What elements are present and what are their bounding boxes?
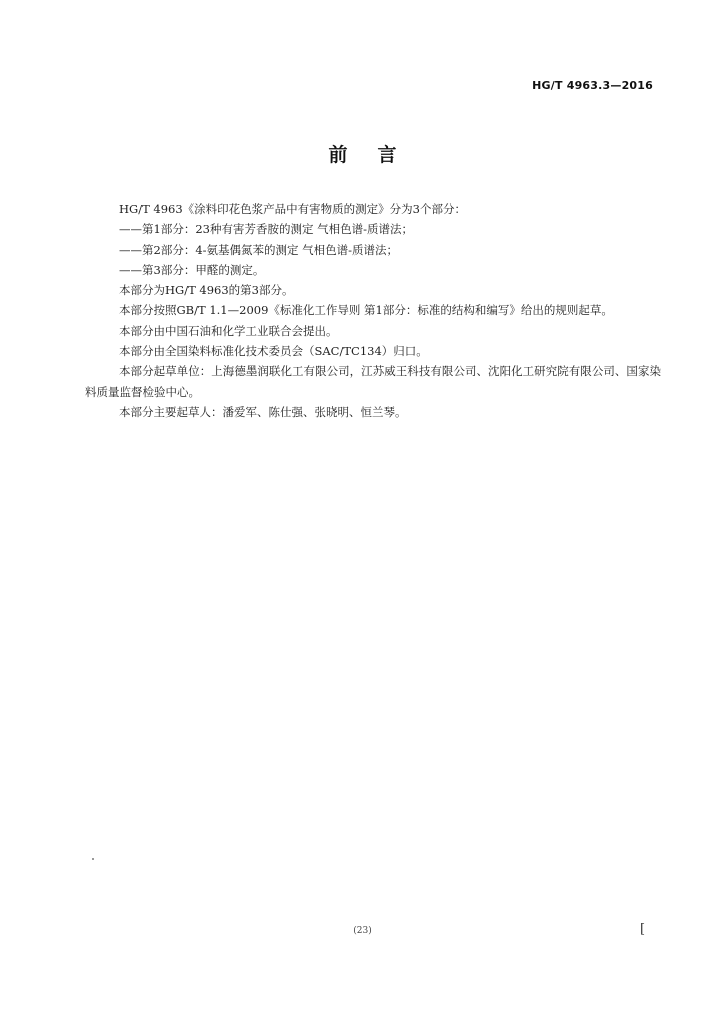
paragraph: 本部分按照GB/T 1.1—2009《标准化工作导则 第1部分：标准的结构和编写》给出的规则起草。 bbox=[119, 303, 613, 318]
list-item: ——第1部分：23种有害芳香胺的测定 气相色谱-质谱法； bbox=[119, 222, 413, 237]
page-number: (23) bbox=[353, 926, 372, 936]
title-char-1: 前 bbox=[328, 144, 348, 166]
paragraph: 本部分由全国染料标准化技术委员会（SAC/TC134）归口。 bbox=[119, 344, 428, 359]
paragraph: HG/T 4963《涂料印花色浆产品中有害物质的测定》分为3个部分： bbox=[119, 202, 466, 216]
list-item: ——第3部分：甲醛的测定。 bbox=[119, 262, 265, 277]
paragraph: 本部分主要起草人：潘爱军、陈仕强、张晓明、恒兰琴。 bbox=[119, 404, 407, 419]
corner-mark: [ bbox=[640, 922, 646, 937]
paragraph: 本部分起草单位：上海德墨润联化工有限公司，江苏威王科技有限公司、沈阳化工研究院有限公司、国家染料质量监督检验中心。 bbox=[85, 364, 661, 399]
title-char-2: 言 bbox=[377, 144, 397, 166]
list-item: ——第2部分：4-氨基偶氮苯的测定 气相色谱-质谱法； bbox=[119, 242, 399, 257]
standard-code: HG/T 4963.3—2016 bbox=[532, 79, 653, 92]
paragraph: 本部分由中国石油和化学工业联合会提出。 bbox=[119, 323, 338, 338]
scan-speck bbox=[92, 858, 94, 860]
page-title bbox=[0, 140, 725, 167]
foreword-body bbox=[85, 199, 661, 422]
paragraph: 本部分为HG/T 4963的第3部分。 bbox=[119, 283, 294, 298]
